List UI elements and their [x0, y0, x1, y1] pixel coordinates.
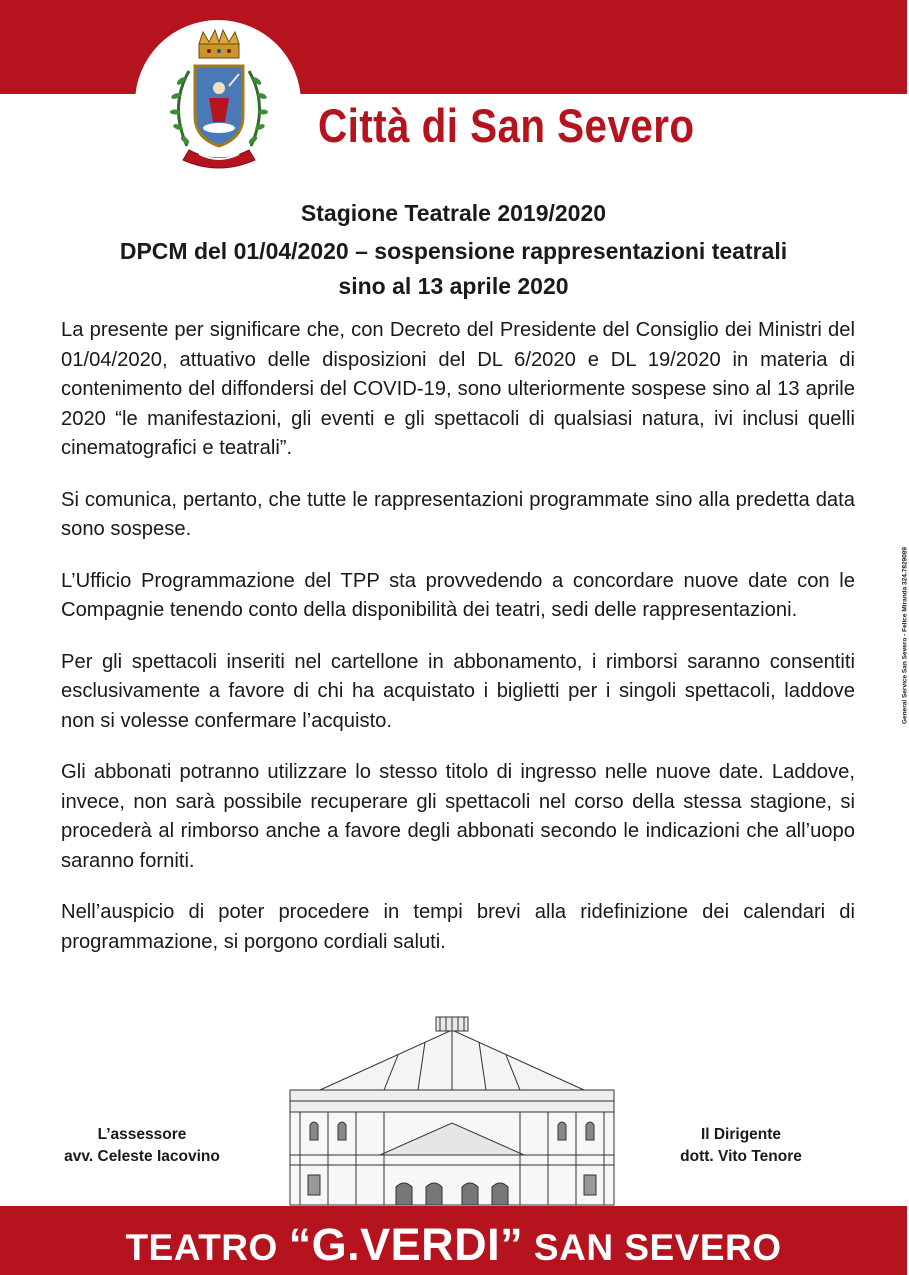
paragraph: L’Ufficio Programmazione del TPP sta provvedendo a concordare nuove date con le Compagnie tenendo conto della disponibilità dei teatri, sedi delle rappresentazioni. — [61, 569, 855, 621]
theater-illustration — [288, 1015, 616, 1205]
paragraph: Per gli spettacoli inseriti nel cartellone in abbonamento, i rimborsi saranno consentiti esclusivamente a favore di chi ha acquistato i biglietti per i singoli spettacoli, laddove non si volesse confermare l’acquisto. — [61, 650, 855, 732]
headline-season: Stagione Teatrale 2019/2020 — [300, 200, 607, 226]
footer-title — [0, 1219, 907, 1271]
top-red-band — [0, 0, 907, 94]
signature-name: avv. Celeste Iacovino — [64, 1148, 220, 1165]
signature-role: L’assessore — [97, 1126, 187, 1143]
footer-suffix: SAN SEVERO — [533, 1227, 782, 1268]
footer-prefix: TEATRO — [125, 1227, 278, 1268]
headline-date: sino al 13 aprile 2020 — [338, 273, 569, 299]
signature-right — [641, 1124, 841, 1168]
signature-name: dott. Vito Tenore — [680, 1148, 802, 1165]
headline-dpcm: DPCM del 01/04/2020 – sospensione rappresentazioni teatrali — [119, 238, 788, 264]
paragraph: Nell’auspicio di poter procedere in tempi brevi alla ridefinizione dei calendari di programmazione, si porgono cordiali saluti. — [61, 901, 855, 953]
city-title: Città di San Severo — [318, 99, 695, 152]
footer-theater-name: “G.VERDI” — [288, 1219, 524, 1270]
side-credit: General Service San Severo - Felice Miranda 324.7829089 — [901, 546, 909, 725]
crest-badge — [135, 20, 301, 190]
paragraph: Si comunica, pertanto, che tutte le rappresentazioni programmate sino alla predetta data sono sospese. — [61, 488, 855, 540]
signature-role: Il Dirigente — [700, 1126, 782, 1143]
notice-body — [61, 316, 855, 979]
paragraph: La presente per significare che, con Decreto del Presidente del Consiglio dei Ministri del 01/04/2020, attuativo delle disposizioni del DL 6/2020 e DL 19/2020 in materia di contenimento del diffondersi del COVID-19, sono ulteriormente sospese sino al 13 aprile 2020 “le manifestazioni, gli eventi e gli spettacoli di qualsiasi natura, ivi inclusi quelli cinematografici e teatrali”. — [61, 319, 855, 459]
signature-left — [42, 1124, 242, 1168]
paragraph: Gli abbonati potranno utilizzare lo stesso titolo di ingresso nelle nuove date. Laddove, invece, non sarà possibile recuperare gli spettacoli nel corso della stessa stagione, si procederà al rimborso anche a favore degli abbonati secondo le indicazioni che all’uopo saranno forniti. — [61, 761, 855, 872]
city-crest-icon — [159, 26, 279, 186]
